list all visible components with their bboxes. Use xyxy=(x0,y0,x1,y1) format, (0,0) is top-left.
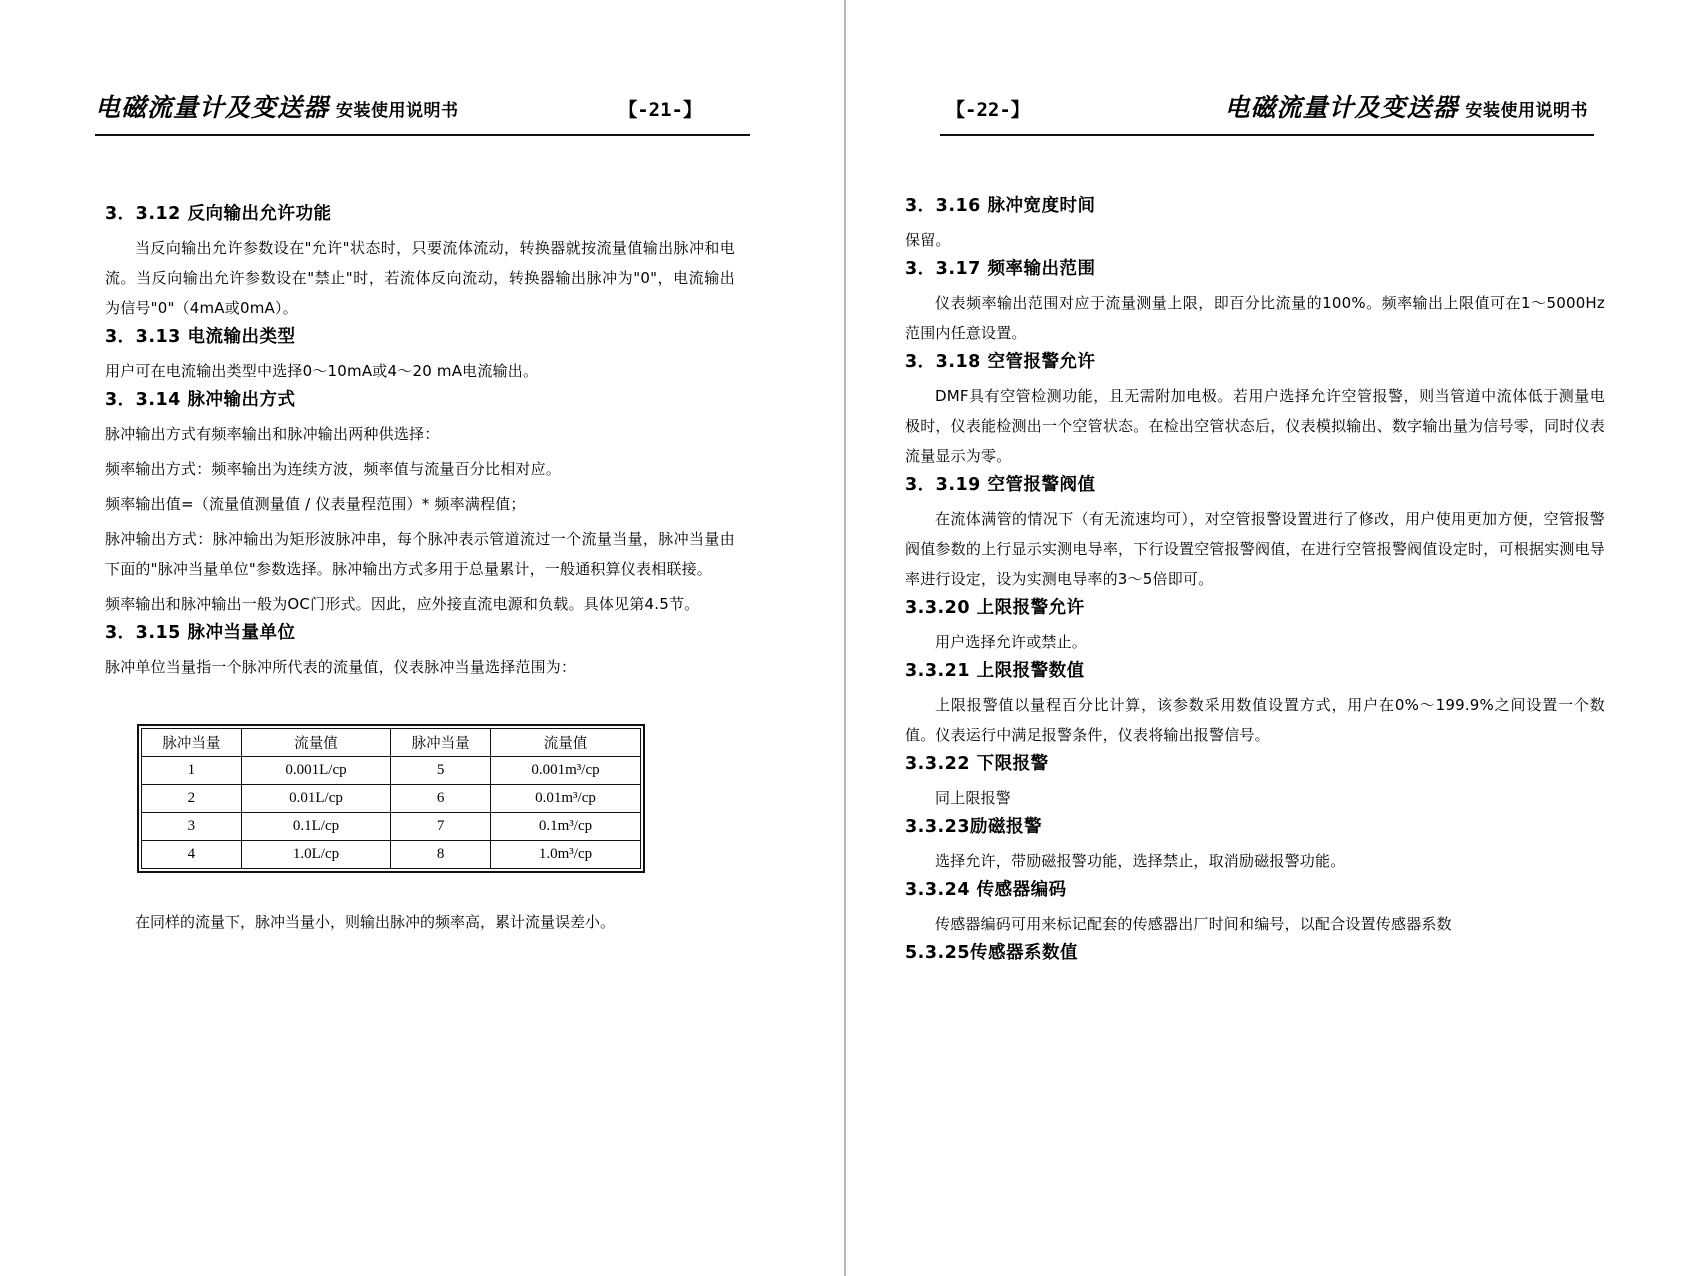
header-subtitle-right: 安装使用说明书 xyxy=(1465,101,1588,121)
table-cell-r0c0: 1 xyxy=(142,757,242,785)
pulse-equivalent-table xyxy=(141,728,641,869)
table-cell-r0c1: 0.001L/cp xyxy=(241,757,391,785)
page-number-right: 【-22-】 xyxy=(946,99,1030,121)
section-paragraph-3-3-18-1: DMF具有空管检测功能，且无需附加电极。若用户选择允许空管报警，则当管道中流体低于测量电极时，仪表能检测出一个空管状态。在检出空管状态后，仪表模拟输出、数字输出量为信号零，同时仪表流量显示为零。 xyxy=(905,387,1605,465)
section-paragraph-3-3-16-1: 保留。 xyxy=(905,231,951,249)
section-heading-3-3-23: 3.3.23励磁报警 xyxy=(905,817,1043,837)
header-rule-right xyxy=(940,134,1594,136)
section-paragraph-3-3-17-1: 仪表频率输出范围对应于流量测量上限，即百分比流量的100%。频率输出上限值可在1～5000Hz范围内任意设置。 xyxy=(905,294,1605,342)
table-header-cell-2: 脉冲当量 xyxy=(391,729,491,757)
table-cell-r1c0: 2 xyxy=(142,785,242,813)
page-right-body xyxy=(905,192,1605,964)
table-header-cell-1: 流量值 xyxy=(241,729,391,757)
table-cell-r2c2: 7 xyxy=(391,813,491,841)
section-paragraph-3-3-24-1: 传感器编码可用来标记配套的传感器出厂时间和编号，以配合设置传感器系数 xyxy=(935,915,1452,933)
table-row xyxy=(142,757,641,785)
table-cell-r1c2: 6 xyxy=(391,785,491,813)
section-heading-3-3-22: 3.3.22 下限报警 xyxy=(905,754,1049,774)
table-header-row xyxy=(142,729,641,757)
section-paragraph-3-3-20-1: 用户选择允许或禁止。 xyxy=(935,633,1088,651)
table-cell-r0c2: 5 xyxy=(391,757,491,785)
section-paragraph-3-3-14-2: 频率输出方式：频率输出为连续方波，频率值与流量百分比相对应。 xyxy=(105,460,562,478)
section-paragraph-3-3-13-1: 用户可在电流输出类型中选择0～10mA或4～20 mA电流输出。 xyxy=(105,362,539,380)
section-heading-3-3-19: 3．3.19 空管报警阀值 xyxy=(905,475,1096,495)
section-paragraph-3-3-15-1: 脉冲单位当量指一个脉冲所代表的流量值，仪表脉冲当量选择范围为： xyxy=(105,658,577,676)
section-heading-3-3-12: 3．3.12 反向输出允许功能 xyxy=(105,204,332,224)
section-paragraph-3-3-21-1: 上限报警值以量程百分比计算，该参数采用数值设置方式，用户在0%～199.9%之间设置一个数值。仪表运行中满足报警条件，仪表将输出报警信号。 xyxy=(905,696,1605,744)
table-cell-r2c1: 0.1L/cp xyxy=(241,813,391,841)
table-row xyxy=(142,841,641,869)
section-paragraph-3-3-14-3: 频率输出值=（流量值测量值 / 仪表量程范围）* 频率满程值； xyxy=(105,495,526,513)
table-row xyxy=(142,785,641,813)
section-paragraph-3-3-22-1: 同上限报警 xyxy=(935,789,1012,807)
section-heading-3-3-24: 3.3.24 传感器编码 xyxy=(905,880,1067,900)
header-subtitle: 安装使用说明书 xyxy=(336,101,459,121)
pulse-equivalent-table-frame xyxy=(137,724,645,873)
table-row xyxy=(142,813,641,841)
page-number-left: 【-21-】 xyxy=(618,99,702,121)
table-header-cell-3: 流量值 xyxy=(491,729,641,757)
page-right-header xyxy=(940,88,1594,136)
section-paragraph-3-3-14-5: 频率输出和脉冲输出一般为OC门形式。因此，应外接直流电源和负载。具体见第4.5节。 xyxy=(105,595,700,613)
section-heading-3-3-16: 3．3.16 脉冲宽度时间 xyxy=(905,196,1096,216)
table-cell-r3c3: 1.0m³/cp xyxy=(491,841,641,869)
header-title-right: 电磁流量计及变送器 xyxy=(1224,93,1459,122)
page-left-header xyxy=(95,88,750,136)
section-heading-3-3-13: 3．3.13 电流输出类型 xyxy=(105,327,296,347)
page-right xyxy=(845,0,1689,1276)
table-cell-r2c3: 0.1m³/cp xyxy=(491,813,641,841)
section-paragraph-3-3-19-1: 在流体满管的情况下（有无流速均可），对空管报警设置进行了修改，用户使用更加方便，空管报警阀值参数的上行显示实测电导率，下行设置空管报警阀值，在进行空管报警阀值设定时，可根据实测电导率进行设定，设为实测电导率的3～5倍即可。 xyxy=(905,510,1605,588)
table-header-cell-0: 脉冲当量 xyxy=(142,729,242,757)
section-paragraph-3-3-23-1: 选择允许，带励磁报警功能，选择禁止，取消励磁报警功能。 xyxy=(935,852,1346,870)
section-heading-3-3-15: 3．3.15 脉冲当量单位 xyxy=(105,623,296,643)
table-cell-r1c3: 0.01m³/cp xyxy=(491,785,641,813)
table-cell-r1c1: 0.01L/cp xyxy=(241,785,391,813)
table-cell-r2c0: 3 xyxy=(142,813,242,841)
closing-note-left: 在同样的流量下，脉冲当量小，则输出脉冲的频率高，累计流量误差小。 xyxy=(135,913,616,931)
section-paragraph-3-3-12-1: 当反向输出允许参数设在"允许"状态时，只要流体流动，转换器就按流量值输出脉冲和电流。当反向输出允许参数设在"禁止"时，若流体反向流动，转换器输出脉冲为"0"，电流输出为信号"0"（4mA或0mA）。 xyxy=(105,239,735,317)
section-heading-3-3-18: 3．3.18 空管报警允许 xyxy=(905,352,1096,372)
section-heading-3-3-14: 3．3.14 脉冲输出方式 xyxy=(105,390,296,410)
section-paragraph-3-3-14-4: 脉冲输出方式：脉冲输出为矩形波脉冲串，每个脉冲表示管道流过一个流量当量，脉冲当量由下面的"脉冲当量单位"参数选择。脉冲输出方式多用于总量累计，一般通积算仪表相联接。 xyxy=(105,530,735,578)
table-cell-r3c0: 4 xyxy=(142,841,242,869)
page-left-body xyxy=(105,200,735,947)
section-heading-3-3-17: 3．3.17 频率输出范围 xyxy=(905,259,1096,279)
header-title: 电磁流量计及变送器 xyxy=(95,93,330,122)
section-heading-3-3-21: 3.3.21 上限报警数值 xyxy=(905,661,1085,681)
section-paragraph-3-3-14-1: 脉冲输出方式有频率输出和脉冲输出两种供选择： xyxy=(105,425,440,443)
table-cell-r0c3: 0.001m³/cp xyxy=(491,757,641,785)
section-heading-3-3-20: 3.3.20 上限报警允许 xyxy=(905,598,1085,618)
section-heading-5-3-25: 5.3.25传感器系数值 xyxy=(905,943,1079,963)
header-rule-left xyxy=(95,134,750,136)
table-cell-r3c1: 1.0L/cp xyxy=(241,841,391,869)
table-cell-r3c2: 8 xyxy=(391,841,491,869)
